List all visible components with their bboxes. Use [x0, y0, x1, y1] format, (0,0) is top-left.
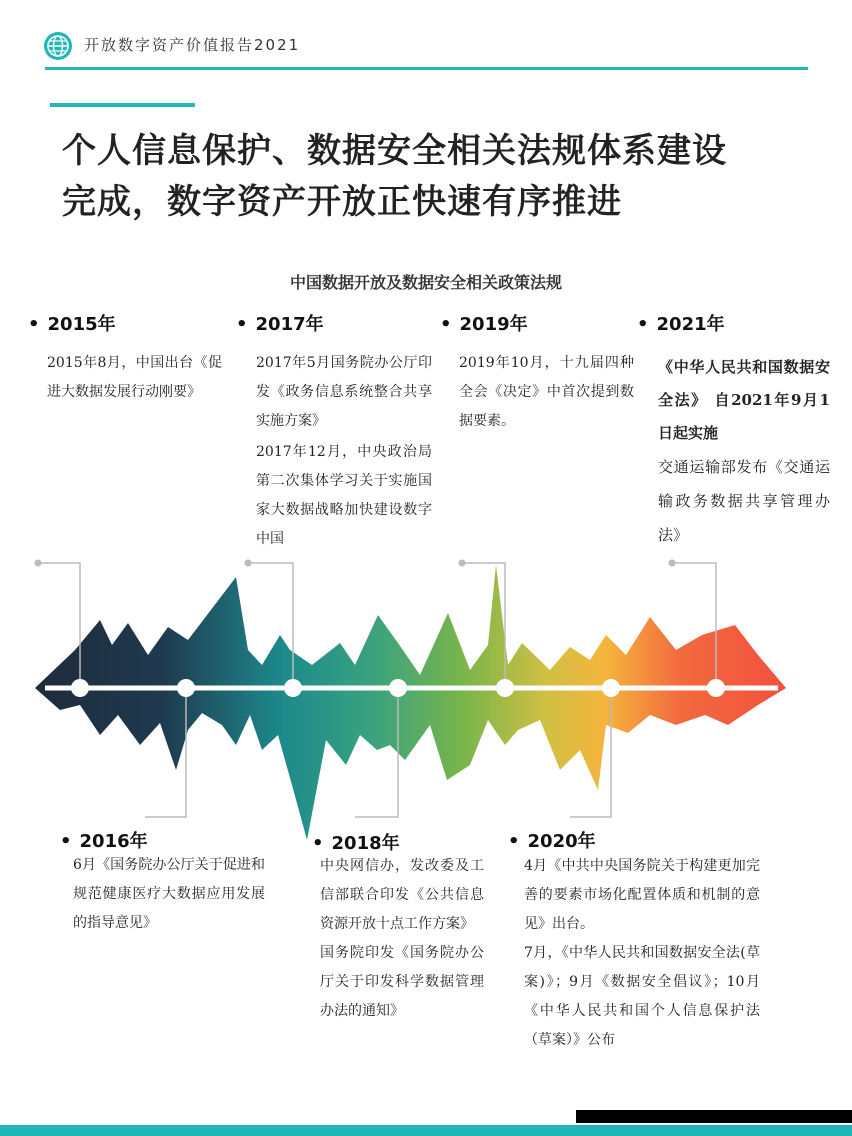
- entry-highlight: 《中华人民共和国数据安全法》 自2021年9月1日起实施: [658, 358, 830, 442]
- entry-paragraph: 7月，《中华人民共和国数据安全法(草案)》；9月《数据安全倡议》；10月《中华人民共和国个人信息保护法（草案）》公布: [524, 945, 760, 1048]
- timeline-node: [284, 679, 302, 697]
- entry-paragraph: 2019年10月，十九届四种全会《决定》中首次提到数据要素。: [459, 355, 634, 429]
- year-label-2018: • 2018年: [312, 833, 400, 854]
- title-accent-bar: [50, 103, 195, 107]
- year-label-2015: • 2015年: [28, 314, 116, 335]
- report-header-title: 开放数字资产价值报告2021: [84, 36, 301, 54]
- entry-paragraph: 2017年5月国务院办公厅印发《政务信息系统整合共享实施方案》: [256, 355, 432, 429]
- page-title: [62, 126, 822, 228]
- timeline-node: [71, 679, 89, 697]
- page-title-line-1: 个人信息保护、数据安全相关法规体系建设: [62, 131, 727, 171]
- year-label-2017: • 2017年: [236, 314, 324, 335]
- entry-paragraph: 4月《中共中央国务院关于构建更加完善的要素市场化配置体质和机制的意见》出台。: [524, 858, 760, 932]
- connector-dot: [459, 560, 466, 567]
- year-label-2021: • 2021年: [637, 314, 725, 335]
- footer-black-bar: [576, 1110, 852, 1123]
- timeline-node: [602, 679, 620, 697]
- globe-icon: [43, 31, 73, 61]
- entry-2015: [47, 349, 222, 407]
- entry-2017: [256, 349, 432, 554]
- waveform-shape: [35, 565, 786, 840]
- year-label-2016: • 2016年: [60, 831, 148, 852]
- year-label-2019: • 2019年: [440, 314, 528, 335]
- connector-dot: [245, 560, 252, 567]
- entry-paragraph: 交通运输部发布《交通运输政务数据共享管理办法》: [658, 458, 830, 544]
- footer-teal-bar: [0, 1125, 852, 1136]
- entry-paragraph: 2017年12月，中央政治局第二次集体学习关于实施国家大数据战略加快建设数字中国: [256, 444, 432, 547]
- entry-paragraph: 6月《国务院办公厅关于促进和规范健康医疗大数据应用发展的指导意见》: [73, 857, 265, 931]
- page-title-line-2: 完成，数字资产开放正快速有序推进: [62, 182, 622, 222]
- entry-2016: [73, 851, 265, 938]
- connector-dot: [35, 560, 42, 567]
- entry-paragraph: 国务院印发《国务院办公厅关于印发科学数据管理办法的通知》: [320, 945, 484, 1019]
- entry-2018: [320, 852, 484, 1026]
- year-label-2020: • 2020年: [508, 831, 596, 852]
- timeline-node: [389, 679, 407, 697]
- entry-2019: [459, 349, 634, 436]
- timeline-node: [177, 679, 195, 697]
- chart-subtitle: 中国数据开放及数据安全相关政策法规: [289, 273, 562, 292]
- timeline-node: [707, 679, 725, 697]
- connector-dot: [669, 560, 676, 567]
- entry-2021: [658, 351, 830, 552]
- timeline-waveform-chart: [0, 555, 852, 845]
- header-divider: [45, 67, 808, 70]
- entry-paragraph: 2015年8月，中国出台《促进大数据发展行动刚要》: [47, 355, 222, 400]
- entry-paragraph: 中央网信办，发改委及工信部联合印发《公共信息资源开放十点工作方案》: [320, 858, 484, 932]
- entry-2020: [524, 852, 760, 1055]
- timeline-node: [496, 679, 514, 697]
